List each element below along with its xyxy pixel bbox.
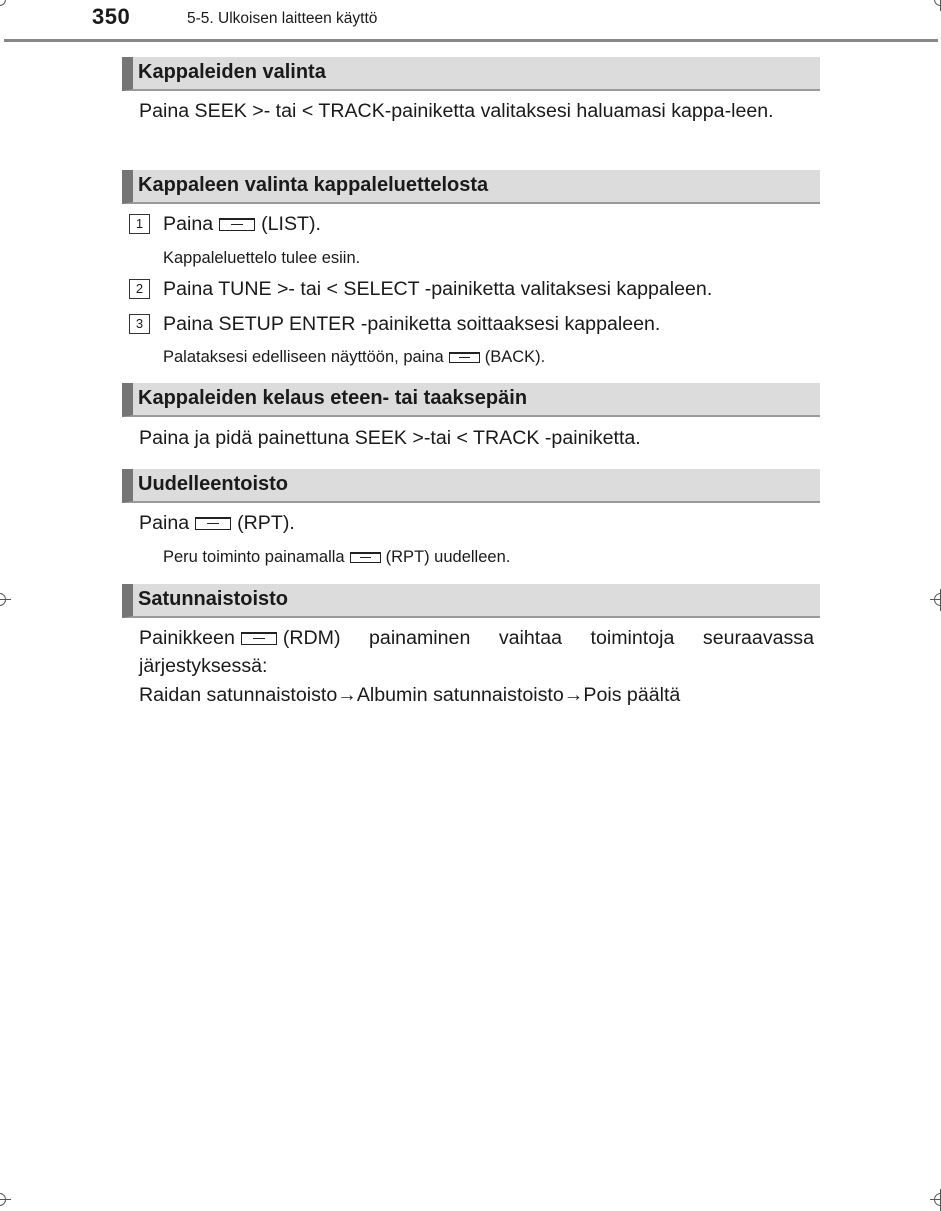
registration-mark-icon bbox=[930, 589, 941, 611]
section-body-text: Paina ja pidä painettuna SEEK >-tai < TRACK -painiketta. bbox=[139, 427, 641, 449]
list-button-icon bbox=[219, 218, 255, 231]
section-note bbox=[163, 546, 510, 568]
body-text-after: (RPT). bbox=[237, 512, 295, 534]
step-note: Kappaleluettelo tulee esiin. bbox=[163, 249, 361, 267]
page-number: 350 bbox=[92, 4, 131, 29]
registration-mark-icon bbox=[930, 0, 941, 11]
registration-mark-icon bbox=[930, 1189, 941, 1211]
rdm-button-icon bbox=[241, 632, 277, 645]
step-text-after: (LIST). bbox=[261, 213, 321, 235]
registration-mark-icon bbox=[0, 0, 11, 11]
registration-mark-icon bbox=[0, 1189, 11, 1211]
note-text-after: (RPT) uudelleen. bbox=[385, 548, 511, 566]
section-heading bbox=[122, 383, 820, 417]
back-button-icon bbox=[449, 352, 480, 363]
step-text: Paina SETUP ENTER -painiketta soittaaksesi kappaleen. bbox=[163, 313, 661, 335]
section-body-text: Paina SEEK >- tai < TRACK-painiketta valitaksesi haluamasi kappa-leen. bbox=[139, 100, 774, 122]
body-text-after: (RDM) painaminen vaihtaa toimintoja seuraavassa järjestyksessä: bbox=[139, 627, 814, 677]
section-body-text bbox=[139, 624, 814, 680]
section-body-text bbox=[139, 509, 814, 537]
section-heading bbox=[122, 584, 820, 618]
body-text-before: Paina bbox=[139, 512, 190, 534]
section-heading-label: Kappaleiden kelaus eteen- tai taaksepäin bbox=[138, 387, 528, 409]
step-note-after: (BACK). bbox=[484, 348, 546, 366]
rpt-button-icon bbox=[195, 517, 231, 530]
chapter-title: 5-5. Ulkoisen laitteen käyttö bbox=[187, 10, 378, 27]
step-note bbox=[163, 346, 545, 368]
step-number-badge: 2 bbox=[129, 279, 150, 299]
step-note-before: Palataksesi edelliseen näyttöön, paina bbox=[163, 348, 444, 366]
body-text-before: Painikkeen bbox=[139, 627, 235, 649]
section-heading bbox=[122, 469, 820, 503]
note-text-before: Peru toiminto painamalla bbox=[163, 548, 345, 566]
section-heading-label: Satunnaistoisto bbox=[138, 588, 289, 610]
rpt-button-icon bbox=[350, 552, 381, 563]
section-heading-label: Kappaleiden valinta bbox=[138, 61, 326, 83]
sequence-text: Raidan satunnaistoisto→Albumin satunnaistoisto→Pois päältä bbox=[139, 684, 681, 706]
step-text-before: Paina bbox=[163, 213, 214, 235]
section-heading-label: Uudelleentoisto bbox=[138, 473, 289, 495]
section-heading bbox=[122, 57, 820, 91]
step-number-badge: 1 bbox=[129, 214, 150, 234]
section-heading-label: Kappaleen valinta kappaleluettelosta bbox=[138, 174, 489, 196]
step-text bbox=[163, 210, 321, 238]
section-heading bbox=[122, 170, 820, 204]
step-text: Paina TUNE >- tai < SELECT -painiketta valitaksesi kappaleen. bbox=[163, 278, 713, 300]
registration-mark-icon bbox=[0, 589, 11, 611]
step-number-badge: 3 bbox=[129, 314, 150, 334]
header-divider bbox=[4, 39, 938, 42]
